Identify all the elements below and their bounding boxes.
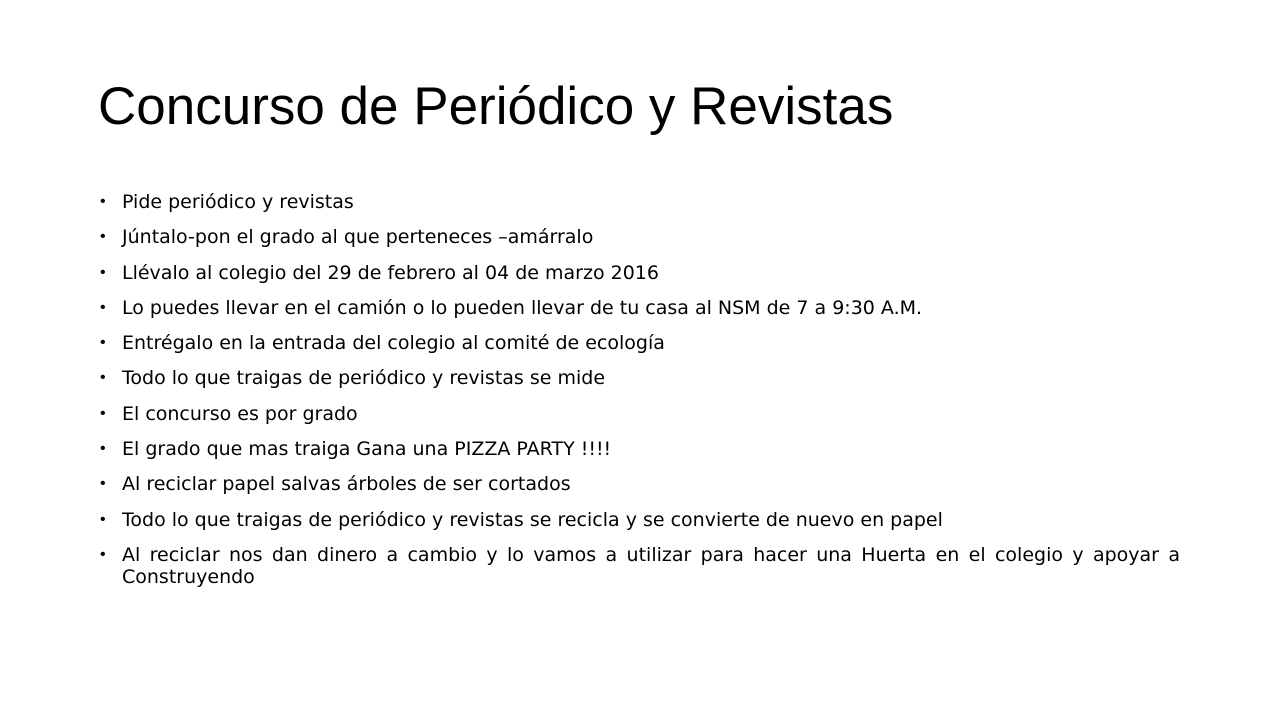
- bullet-item: [100, 226, 1180, 248]
- bullet-text: Júntalo-pon el grado al que perteneces –amárralo: [122, 226, 594, 249]
- bullet-dot-icon: •: [100, 263, 106, 281]
- bullet-text: Todo lo que traigas de periódico y revistas se recicla y se convierte de nuevo en papel: [122, 508, 943, 531]
- bullet-item: [100, 262, 1180, 284]
- bullet-item: [100, 509, 1180, 531]
- bullet-item: [100, 403, 1180, 425]
- bullet-text: Pide periódico y revistas: [122, 191, 354, 213]
- bullet-text: El grado que mas traiga Gana una PIZZA PARTY !!!!: [122, 438, 612, 461]
- bullet-item: [100, 297, 1180, 319]
- bullet-dot-icon: •: [100, 334, 106, 352]
- bullet-text: Entrégalo en la entrada del colegio al comité de ecología: [122, 332, 665, 355]
- bullet-dot-icon: •: [100, 510, 106, 528]
- bullet-text: El concurso es por grado: [122, 402, 358, 425]
- bullet-dot-icon: •: [100, 228, 106, 246]
- bullet-dot-icon: •: [100, 193, 106, 210]
- bullet-item: [100, 191, 1180, 213]
- bullet-dot-icon: •: [100, 298, 106, 316]
- bullet-item: [100, 438, 1180, 460]
- bullet-text: Todo lo que traigas de periódico y revistas se mide: [122, 367, 606, 390]
- bullet-item: [100, 332, 1180, 354]
- bullet-text: Al reciclar papel salvas árboles de ser cortados: [122, 473, 571, 496]
- bullet-text: Al reciclar nos dan dinero a cambio y lo vamos a utilizar para hacer una Huerta en el colegio y apoyar a Construyendo: [122, 543, 1180, 588]
- bullet-dot-icon: •: [100, 369, 106, 387]
- bullet-dot-icon: •: [100, 545, 106, 563]
- bullet-text: Lo puedes llevar en el camión o lo pueden llevar de tu casa al NSM de 7 a 9:30 A.M.: [122, 296, 923, 319]
- bullet-dot-icon: •: [100, 404, 106, 422]
- bullet-item: [100, 367, 1180, 389]
- bullet-item: [100, 544, 1180, 588]
- slide-title: Concurso de Periódico y Revistas: [98, 77, 894, 136]
- bullet-dot-icon: •: [100, 440, 106, 458]
- bullet-dot-icon: •: [100, 475, 106, 493]
- bullet-list: [100, 191, 1180, 601]
- bullet-text: Llévalo al colegio del 29 de febrero al 04 de marzo 2016: [122, 261, 659, 284]
- bullet-item: [100, 473, 1180, 495]
